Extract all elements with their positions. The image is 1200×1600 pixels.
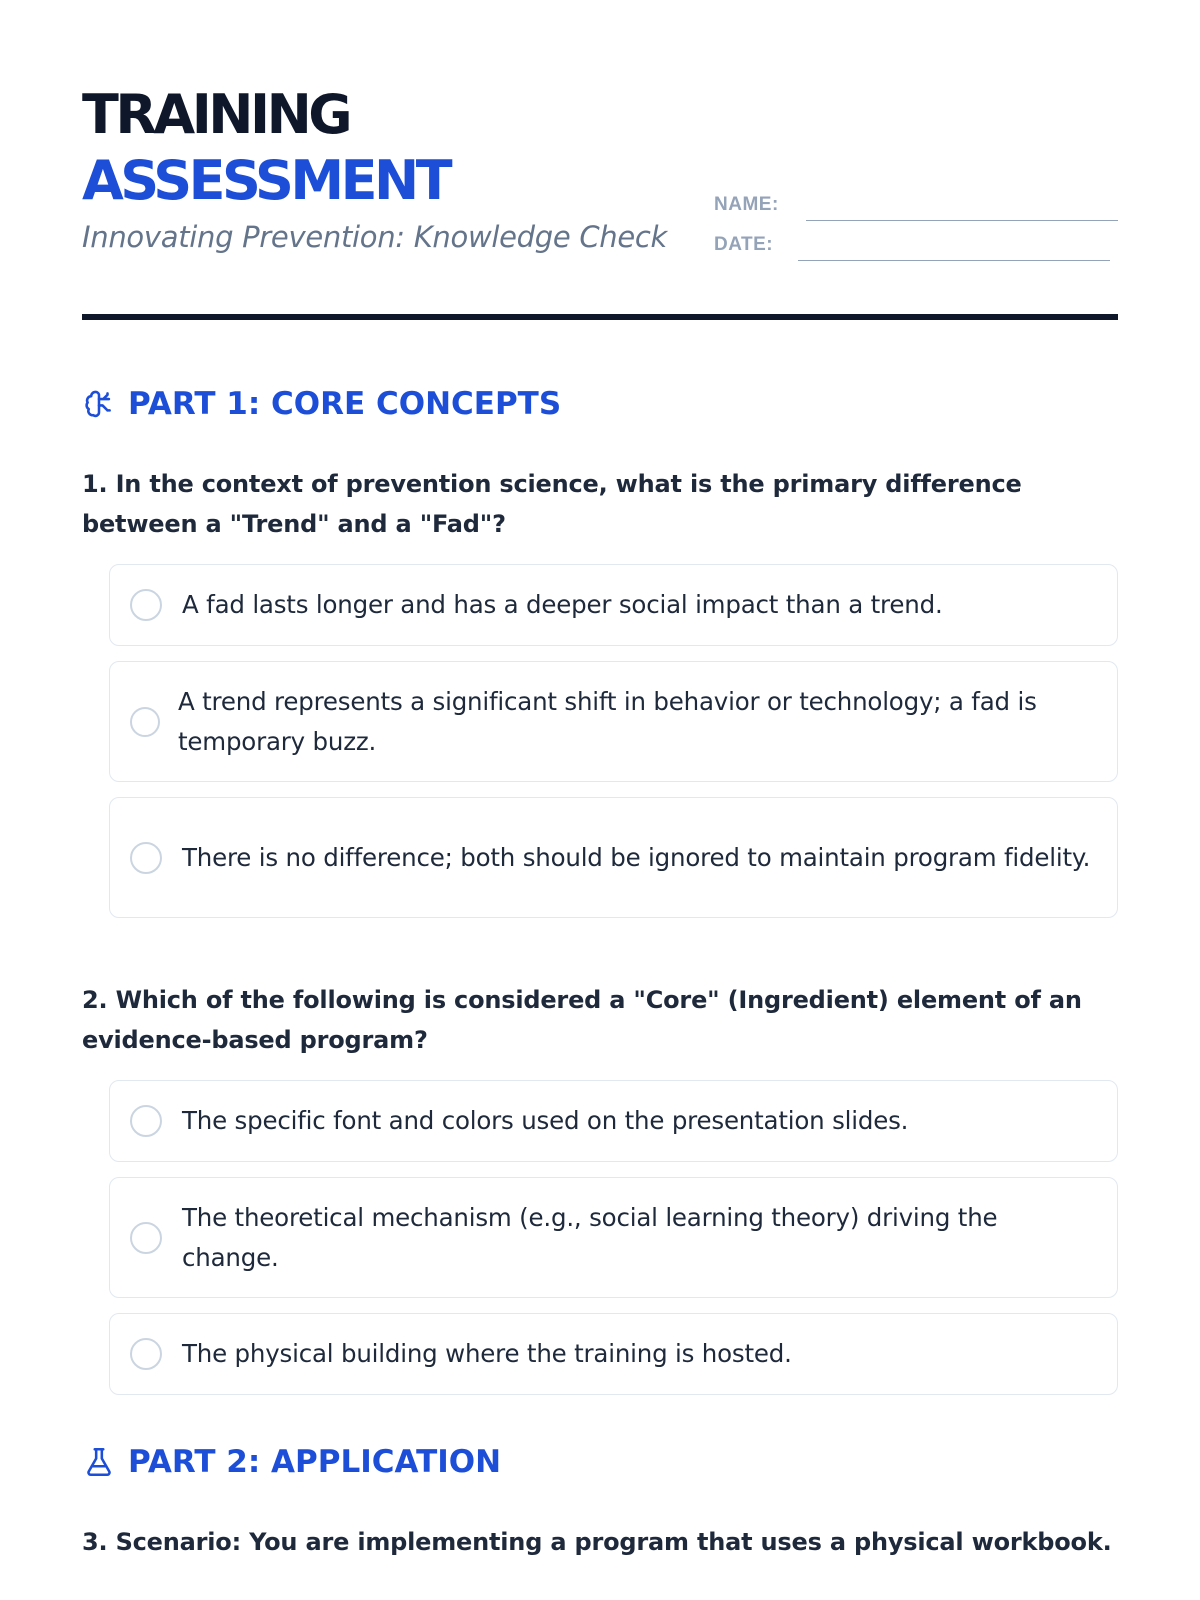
radio-button[interactable] <box>130 1222 162 1254</box>
option-label: A trend represents a significant shift in behavior or technology; a fad is temporary buzz. <box>178 686 1037 756</box>
radio-button[interactable] <box>130 1338 162 1370</box>
title-line-1: TRAINING <box>82 83 350 146</box>
question-block-2 <box>82 980 1118 1410</box>
answer-option[interactable] <box>109 1080 1118 1162</box>
section-part-2 <box>82 1442 1118 1482</box>
subtitle: Innovating Prevention: Knowledge Check <box>82 220 668 254</box>
options-list <box>109 1080 1118 1395</box>
date-label: DATE: <box>714 234 774 255</box>
date-line[interactable] <box>798 260 1110 261</box>
option-label: The specific font and colors used on the presentation slides. <box>182 1106 909 1135</box>
question-text: 3. Scenario: You are implementing a program that uses a physical workbook. <box>82 1528 1112 1556</box>
section-title: PART 2: APPLICATION <box>128 1444 502 1480</box>
answer-option[interactable] <box>109 661 1118 782</box>
options-list <box>109 564 1118 918</box>
question-text: 2. Which of the following is considered a "Core" (Ingredient) element of an evidence-based program? <box>82 986 1082 1054</box>
question-block-1 <box>82 464 1118 933</box>
flask-icon <box>82 1445 116 1479</box>
section-title: PART 1: CORE CONCEPTS <box>128 386 562 422</box>
radio-button[interactable] <box>130 589 162 621</box>
section-heading <box>82 1442 1118 1482</box>
brain-icon <box>82 387 116 421</box>
option-label: A fad lasts longer and has a deeper social impact than a trend. <box>182 590 943 619</box>
section-part-1 <box>82 384 1118 424</box>
option-label: The physical building where the training is hosted. <box>182 1339 792 1368</box>
title-line-2: ASSESSMENT <box>82 149 450 212</box>
option-label: There is no difference; both should be ignored to maintain program fidelity. <box>182 842 1091 872</box>
answer-option[interactable] <box>109 564 1118 646</box>
radio-button[interactable] <box>130 1105 162 1137</box>
answer-option[interactable] <box>109 1177 1118 1298</box>
answer-option[interactable] <box>109 1313 1118 1395</box>
answer-option[interactable] <box>109 797 1118 918</box>
radio-button[interactable] <box>130 842 162 874</box>
question-block-3 <box>82 1522 1118 1562</box>
question-text: 1. In the context of prevention science, what is the primary difference between a "Trend" and a "Fad"? <box>82 470 1022 538</box>
date-field[interactable] <box>714 234 1118 254</box>
header-divider <box>82 314 1118 320</box>
radio-button[interactable] <box>130 707 160 737</box>
name-label: NAME: <box>714 194 779 215</box>
header <box>82 0 1118 322</box>
option-label: The theoretical mechanism (e.g., social learning theory) driving the change. <box>182 1202 998 1272</box>
name-field[interactable] <box>714 194 1118 214</box>
section-heading <box>82 384 1118 424</box>
name-line[interactable] <box>806 220 1118 221</box>
